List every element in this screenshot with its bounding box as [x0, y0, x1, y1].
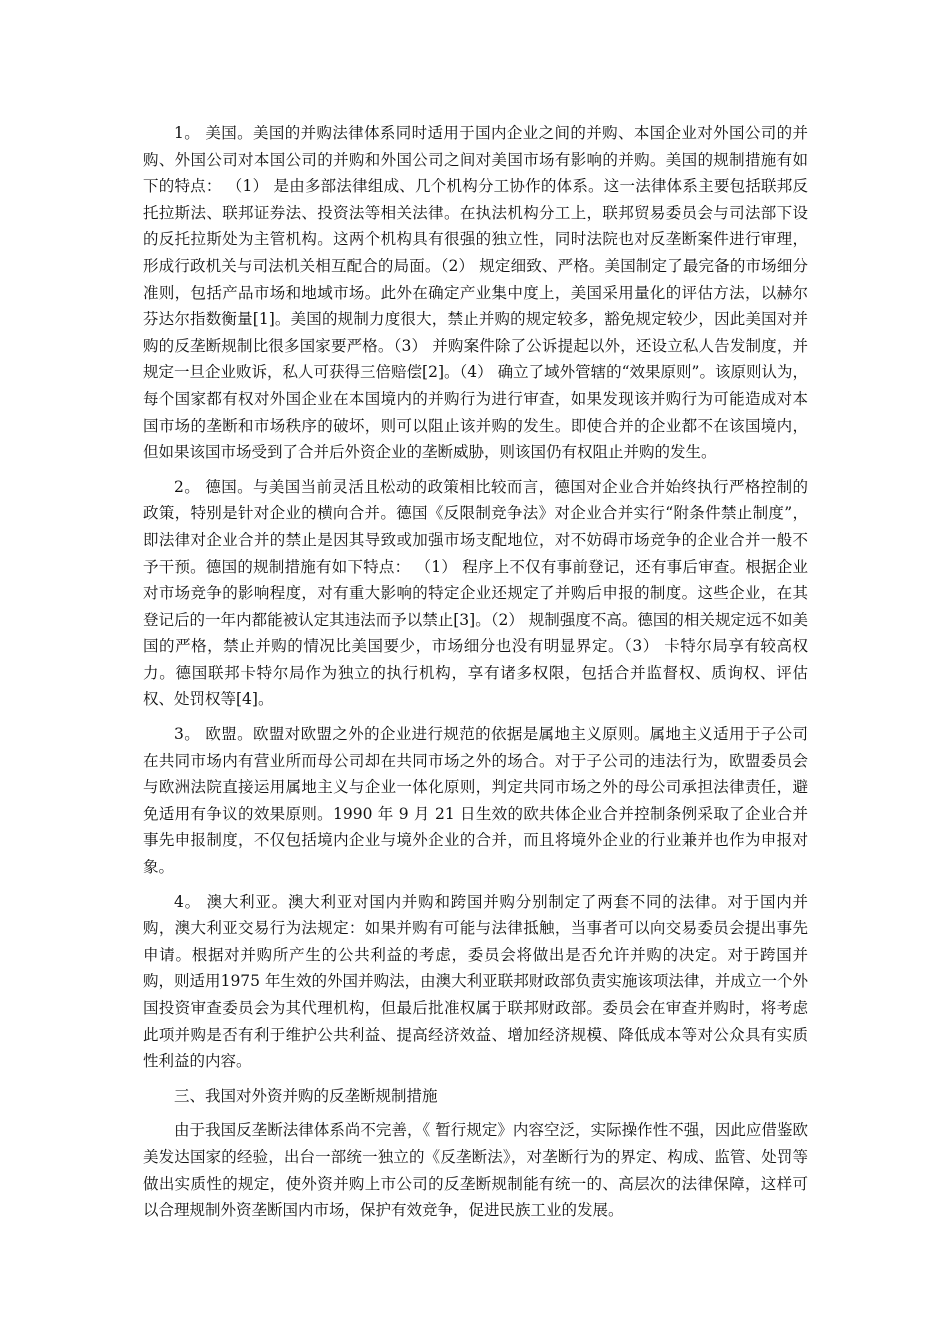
paragraph-australia: 4。 澳大利亚。澳大利亚对国内并购和跨国并购分别制定了两套不同的法律。对于国内并购，澳大利亚交易行为法规定：如果并购有可能与法律抵触，当事者可以向交易委员会提出事先申请。根据对并购所产生的公共利益的考虑，委员会将做出是否允许并购的决定。对于跨国并购，则适用1975 年生效的外国并购法，由澳大利亚联邦财政部负责实施该项法律，并成立一个外国投资审查委员会为其代理机构，但最后批准权属于联邦财政部。委员会在审查并购时，将考虑此项并购是否有利于维护公共利益、提高经济效益、增加经济规模、降低成本等对公众具有实质性利益的内容。	[143, 892, 808, 1071]
section-heading: 三、我国对外资并购的反垄断规制措施	[174, 1086, 438, 1105]
paragraph-conclusion: 由于我国反垄断法律体系尚不完善，《 暂行规定》内容空泛，实际操作性不强，因此应借鉴欧美发达国家的经验，出台一部统一独立的《反垄断法》，对垄断行为的界定、构成、监管、处罚等做出实质性的规定，使外资并购上市公司的反垄断规制能有统一的、高层次的法律保障，这样可以合理规制外资垄断国内市场，保护有效竞争，促进民族工业的发展。	[143, 1121, 808, 1220]
paragraph-germany: 2。 德国。与美国当前灵活且松动的政策相比较而言，德国对企业合并始终执行严格控制的政策，特别是针对企业的横向合并。德国《反限制竞争法》对企业合并实行“附条件禁止制度”，即法律对企业合并的禁止是因其导致或加强市场支配地位，对不妨碍市场竞争的企业合并一般不予干预。德国的规制措施有如下特点： （1） 程序上不仅有事前登记，还有事后审查。根据企业对市场竞争的影响程度，对有重大影响的特定企业还规定了并购后申报的制度。这些企业，在其登记后的一年内都能被认定其违法而予以禁止[3]。（2） 规制强度不高。德国的相关规定远不如美国的严格，禁止并购的情况比美国要少，市场细分也没有明显界定。（3） 卡特尔局享有较高权力。德国联邦卡特尔局作为独立的执行机构，享有诸多权限，包括合并监督权、质询权、评估权、处罚权等[4]。	[143, 477, 808, 709]
paragraph-eu: 3。 欧盟。欧盟对欧盟之外的企业进行规范的依据是属地主义原则。属地主义适用于子公司在共同市场内有营业所而母公司却在共同市场之外的场合。对于子公司的违法行为，欧盟委员会与欧洲法院直接运用属地主义与企业一体化原则，判定共同市场之外的母公司承担法律责任，避免适用有争议的效果原则。1990 年 9 月 21 日生效的欧共体企业合并控制条例采取了企业合并事先申报制度，不仅包括境内企业与境外企业的合并，而且将境外企业的行业兼并也作为申报对象。	[143, 725, 808, 877]
document-body	[143, 120, 808, 1232]
paragraph-united-states: 1。 美国。美国的并购法律体系同时适用于国内企业之间的并购、本国企业对外国公司的并购、外国公司对本国公司的并购和外国公司之间对美国市场有影响的并购。美国的规制措施有如下的特点： （1） 是由多部法律组成、几个机构分工协作的体系。这一法律体系主要包括联邦反托拉斯法、联邦证券法、投资法等相关法律。在执法机构分工上，联邦贸易委员会与司法部下设的反托拉斯处为主管机构。这两个机构具有很强的独立性，同时法院也对反垄断案件进行审理，形成行政机关与司法机关相互配合的局面。（2） 规定细致、严格。美国制定了最完备的市场细分准则，包括产品市场和地域市场。此外在确定产业集中度上，美国采用量化的评估方法，以赫尔芬达尔指数衡量[1]。美国的规制力度很大，禁止并购的规定较多，豁免规定较少，因此美国对并购的反垄断规制比很多国家要严格。（3） 并购案件除了公诉提起以外，还设立私人告发制度，并规定一旦企业败诉，私人可获得三倍赔偿[2]。（4） 确立了域外管辖的“效果原则”。该原则认为，每个国家都有权对外国企业在本国境内的并购行为进行审查，如果发现该并购行为可能造成对本国市场的垄断和市场秩序的破坏，则可以阻止该并购的发生。即使合并的企业都不在该国境内，但如果该国市场受到了合并后外资企业的垄断威胁，则该国仍有权阻止并购的发生。	[143, 124, 808, 462]
